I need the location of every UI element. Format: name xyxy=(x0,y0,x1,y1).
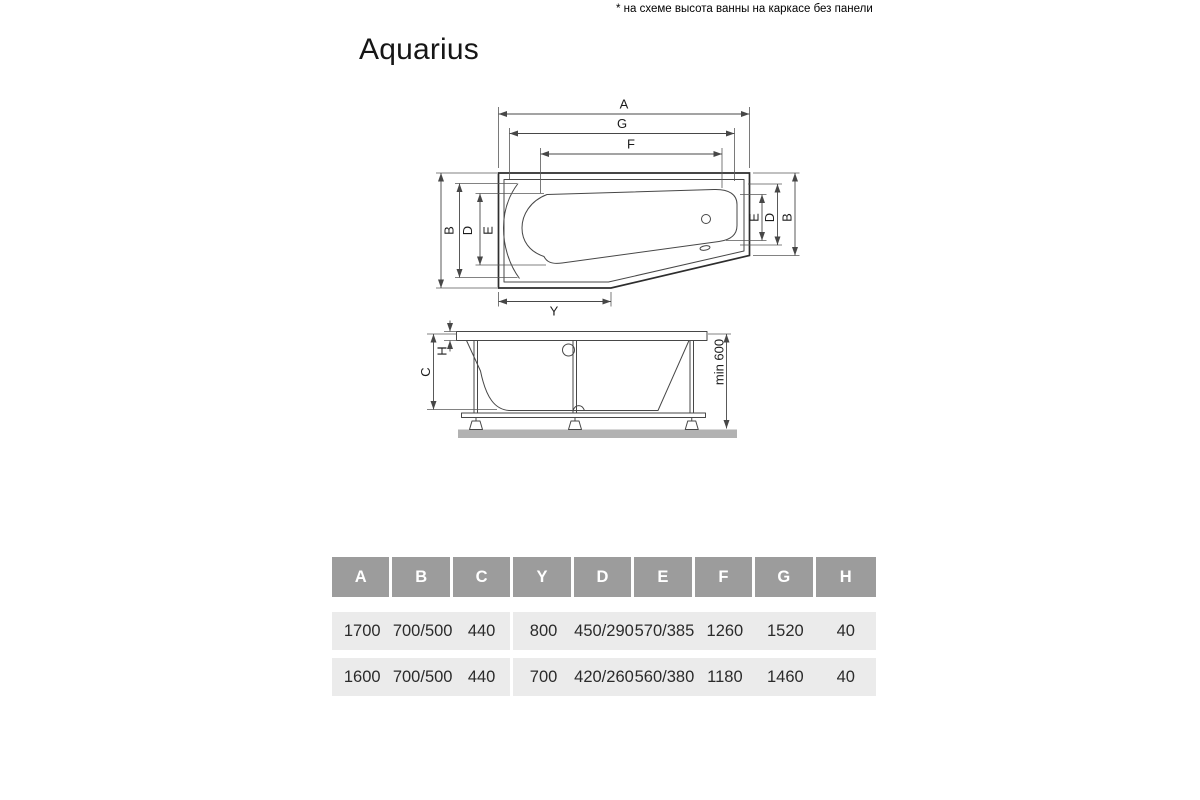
frame-posts xyxy=(474,341,694,414)
row2-cell-b: 700/500 xyxy=(392,658,452,696)
dim-label-y: Y xyxy=(549,303,559,319)
spec-table xyxy=(332,557,876,696)
frame-feet xyxy=(470,418,699,430)
header-cell-d: D xyxy=(574,557,634,597)
row1-cell-b: 700/500 xyxy=(392,612,452,650)
row2-cell-d: 420/260 xyxy=(574,658,634,696)
tub-body-profile xyxy=(467,341,690,411)
dim-label-g: G xyxy=(616,116,628,131)
header-cell-a: A xyxy=(332,557,392,597)
header-cell-h: H xyxy=(816,557,876,597)
bathtub-top-view xyxy=(436,97,800,319)
header-cell-e: E xyxy=(634,557,694,597)
row2-cell-h: 40 xyxy=(816,658,876,696)
spec-table-header xyxy=(332,557,876,597)
row1-cell-c: 440 xyxy=(453,612,513,650)
tub-rim-contour xyxy=(504,180,744,283)
drain-hole-icon xyxy=(702,215,711,224)
dim-label-e-right: E xyxy=(746,213,762,222)
dim-label-min-height: min 600 xyxy=(711,338,727,386)
row2-cell-c: 440 xyxy=(453,658,513,696)
tub-outer-contour xyxy=(499,173,750,288)
header-cell-f: F xyxy=(695,557,755,597)
drain-siphon-detail xyxy=(573,406,585,411)
row2-cell-a: 1600 xyxy=(332,658,392,696)
row2-cell-y: 700 xyxy=(513,658,573,696)
row1-cell-e: 570/385 xyxy=(634,612,694,650)
dim-label-d-left: D xyxy=(460,225,475,236)
row2-cell-e: 560/380 xyxy=(634,658,694,696)
tub-rim-profile xyxy=(457,332,708,341)
dimension-drawing xyxy=(420,85,830,455)
dim-label-d-right: D xyxy=(762,212,777,223)
tub-basin-contour xyxy=(522,189,737,263)
footnote: * на схеме высота ванны на каркасе без панели xyxy=(616,3,873,15)
row1-cell-d: 450/290 xyxy=(574,612,634,650)
product-title: Aquarius xyxy=(359,33,480,66)
header-cell-y: Y xyxy=(513,557,573,597)
row1-cell-a: 1700 xyxy=(332,612,392,650)
row2-cell-g: 1460 xyxy=(755,658,815,696)
row1-cell-h: 40 xyxy=(816,612,876,650)
dim-label-h: H xyxy=(434,346,450,356)
table-row xyxy=(332,612,876,650)
frame-rail xyxy=(462,413,706,418)
dim-label-b-left: B xyxy=(441,226,457,235)
ground-band xyxy=(458,430,737,439)
tub-headrest-curve xyxy=(504,184,520,279)
row1-cell-y: 800 xyxy=(513,612,573,650)
dim-label-c: C xyxy=(418,367,433,377)
overflow-hole-icon xyxy=(700,245,711,251)
header-cell-c: C xyxy=(453,557,513,597)
dim-label-e-left: E xyxy=(480,226,496,235)
dim-label-f: F xyxy=(627,136,635,152)
bathtub-side-view xyxy=(418,321,737,439)
dim-label-b-right: B xyxy=(779,213,795,222)
table-row xyxy=(332,658,876,696)
row1-cell-f: 1260 xyxy=(695,612,755,650)
dim-label-a: A xyxy=(619,96,629,112)
row1-cell-g: 1520 xyxy=(755,612,815,650)
row2-cell-f: 1180 xyxy=(695,658,755,696)
header-cell-b: B xyxy=(392,557,452,597)
header-cell-g: G xyxy=(755,557,815,597)
